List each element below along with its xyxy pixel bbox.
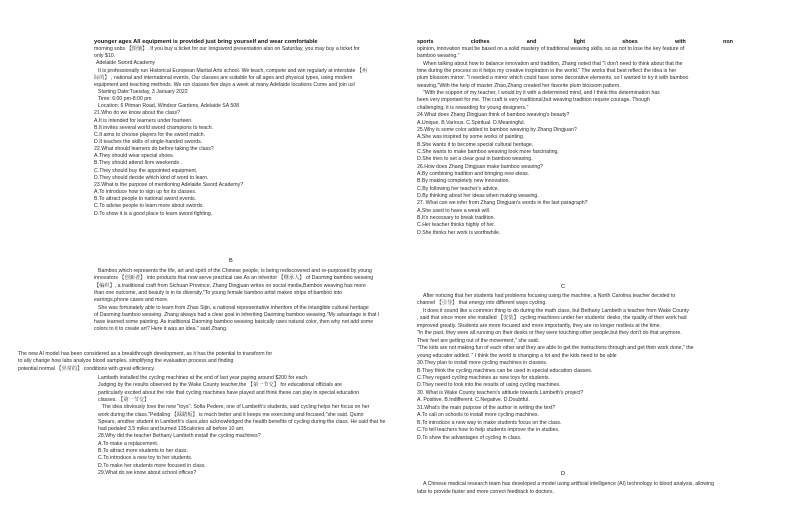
- text-line: Bamboo,which represents the life, art and spirit of the Chinese people, is being rediscovered and re-purposed by young: [98, 268, 372, 274]
- text-line: Their feet are getting out of the movement," she said.: [417, 337, 540, 344]
- text-line: After noticing that her students had problems focusing using the machine, a North Carolina teacher decided to: [423, 293, 676, 299]
- text-line: 21.Who do we know about the class?: [94, 110, 180, 117]
- text-line: 28.Why did the teacher Bethany Lambeth install the cycling machines?: [98, 433, 261, 440]
- text-line: D.They need to look into the results of using cycling machines.: [417, 382, 561, 389]
- text-line: B.It invites several world sword champions to teach.: [94, 124, 214, 131]
- text-line: 30. What is Wake County teachers's attitude towards Lambeth's project?: [417, 389, 584, 396]
- header-word: clothes: [470, 39, 490, 45]
- text-line: Location: 6 Pitman Road, Windsor Gardens, Adelaide SA 508: [98, 103, 240, 110]
- text-line: C.It aims to choose players for the sword match.: [94, 131, 205, 138]
- text-line: D.To make her students more focused in class.: [98, 462, 206, 469]
- text-line: B.They think the cycling machines can be used in special education classes.: [417, 367, 593, 374]
- text-line: of Daoming bamboo weaving. Zhang always had a clear goal in inheriting Daoming bamboo weaving."My advantage is that I: [94, 311, 380, 318]
- text-line: to ally change how labs analyze blood samples, simplifying the evaluation process and finding: [18, 358, 234, 365]
- text-line: work during the class."Pedaling 【踩踏板】 is much better and it keeps me exercising and focused,"she said. Quinn: [98, 411, 364, 418]
- left-header: younger ages All equipment is provided just bring yourself and wear comfortable: [94, 39, 318, 45]
- text-line: A.She was inspired by some works of painting.: [417, 134, 525, 141]
- text-line: B.To attract more students to her class.: [98, 448, 188, 454]
- text-line: channel 【引导】 that energy into different ways cycling.: [417, 300, 547, 307]
- text-line: B.It's necessary to break tradition.: [417, 215, 495, 221]
- text-line: D.To show it is a good place to learn sword fighting.: [94, 210, 213, 217]
- text-line: "The kids are not making fun of each other and they are able to get the instructions through and get their work done," the: [417, 345, 694, 352]
- text-line: Lambeth installed the cycling machines at the end of last year paying around $200 for each.: [98, 375, 309, 381]
- text-line: "With the support of my teacher, I would try it with a determined mind, and I think this determination has: [423, 90, 660, 97]
- text-line: improved greatly. Students are more focused and more importantly, they are no longer restless at the time.: [417, 322, 662, 329]
- text-line: 24.What does Zhang Dingjuan think of bamboo weaving's beauty?: [417, 112, 570, 119]
- text-line: young educator added. " I think the world is changing a lot and the kids need to be able: [417, 352, 617, 359]
- text-line: B.She wants it to become special cultural heritage.: [417, 141, 534, 148]
- text-line: 【编织】, a traditional craft from Sichuan Province, Zhang Dingjuan writes on social media,Bamboo weaving has more: [94, 282, 366, 289]
- text-line: classes. 【第一节交】: [98, 396, 150, 403]
- text-line: Starting Date:Tuesday, 3 January 2022: [98, 88, 188, 95]
- text-line: 22.What should learners do before taking the class?: [94, 146, 214, 153]
- text-line: only $10.: [94, 53, 116, 60]
- text-line: Spears, another student in Lambeth's class,also acknowledged the health benefits of cycling during the class. He said that he: [98, 418, 386, 425]
- section-label-c: C: [561, 284, 566, 290]
- section-label-d: D: [561, 471, 566, 477]
- text-line: Judging by the results observed by the Wake County teacher,the 【第一节交】 for educational officials are: [98, 382, 342, 389]
- text-line: A.By combining tradition and bringing new ideas.: [417, 170, 530, 177]
- text-line: When talking about how to balance innovation and tradition, Zhang noted that "I don't need to think about that the: [423, 60, 683, 67]
- header-word: light: [573, 39, 585, 45]
- text-line: A.She used to have a weak will.: [417, 207, 491, 214]
- text-line: innovators 【创新者】 into products that now serve practical use.As an inheritor 【继承人】 of Daoming bamboo weaving: [94, 275, 374, 282]
- text-line: earrings,phone cases and more.: [94, 297, 169, 304]
- text-line: D.She tries to set a clear goal in bamboo weaving.: [417, 156, 533, 163]
- text-line: , said that since more she installed 【安装】 cycling machines under her students’ desks, the quality of their work had: [417, 315, 687, 322]
- text-line: C.She wants to make bamboo weaving look more fascinating.: [417, 148, 559, 155]
- text-line: C.They should buy the appointed equipment.: [94, 167, 198, 174]
- text-line: morning sobs 【烦恼】. If you buy a ticket for our longsword presentation also on Saturday, you may buy a ticket for: [94, 46, 360, 52]
- text-line: opinion, innovation must be based on a solid mastery of traditional weaving skills, so as not to lose the key feature of: [417, 46, 685, 52]
- text-line: C.Her teacher thinks highly of her.: [417, 222, 496, 229]
- text-line: potential normal 【异常的】 conditions with great efficiency.: [18, 365, 156, 372]
- text-line: A.To make a replacement.: [98, 440, 159, 447]
- text-line: C.To advise people to learn more about swords.: [94, 203, 204, 210]
- text-line: time during the process so it helps my creative inspiration in the world." The works that best reflect the idea is her: [417, 68, 677, 74]
- text-line: colors to it to create art? Here it was an idea." said Zhang.: [94, 326, 228, 333]
- text-line: particularly excited about the role that cycling machines have played and think these can play in special education: [98, 389, 359, 396]
- text-line: than one outcome, and beauty is in its diversity."To young female bamboo artist makes strips of bamboo into: [94, 289, 342, 296]
- text-line: 23.What is the purpose of mentioning Adelaide Sword Academy?: [94, 181, 244, 188]
- text-line: D.She thinks her work is worthwhile.: [417, 229, 501, 236]
- header-word: non: [723, 39, 733, 45]
- text-line: 27. What can we infer from Zhang Dingjuan's words in the last paragraph?: [417, 200, 588, 207]
- text-line: had pedaled 3.5 miles and burned 135calories all before 10 am.: [98, 426, 245, 433]
- text-line: weaving."With the help of master Zhao,Zhang created her favorite plum blossom pattern.: [417, 82, 621, 89]
- section-label-b: B: [229, 258, 233, 264]
- text-line: B.To attract people to national sword events.: [94, 196, 197, 203]
- text-line: A.To introduce how to sign up for its classes.: [94, 189, 197, 195]
- text-line: The idea obviously love the new "toys". Sofia Pedere, one of Lambeth's students, said cycling helps her focus on her: [102, 404, 370, 411]
- text-line: D.They should decide which kind of word to learn.: [94, 174, 209, 181]
- text-line: A.To call on schools to install more cycling machines.: [417, 412, 539, 419]
- text-line: B.By making completely new innovation.: [417, 178, 510, 185]
- text-line: C.To introduce a new toy to her students.: [98, 455, 193, 462]
- text-line: It does it sound like a common thing to do during the math class, but Bethany Lambeth a teacher from Wake County: [423, 307, 689, 314]
- text-line: 25.Why is some color added to bamboo weaving by Zhang Dingjuan?: [417, 126, 577, 133]
- right-header: [417, 39, 733, 45]
- text-line: 31.What's the main purpose of the author in writing the text?: [417, 404, 556, 411]
- text-line: A Chinese medical research team has developed a model using artificial intelligence (AI) technology to blood analysis, allowing: [423, 481, 714, 487]
- text-line: A.They should wear special shoes.: [94, 153, 175, 160]
- header-word: shoes: [622, 39, 638, 45]
- header-word: and: [526, 39, 537, 45]
- text-line: Time: 6:00 pm-8:00 pm: [98, 96, 152, 103]
- text-line: have learned some painting. As traditional Daoming bamboo weaving basically uses natural color, then why not add some: [94, 319, 374, 326]
- header-word: with: [675, 39, 686, 45]
- text-line: Adelaide Sword Academy: [96, 60, 156, 67]
- text-line: labs to provide faster and more correct feedback to doctors.: [417, 488, 554, 495]
- text-line: She was fortunately able to learn from Zhao Sijin, a national representative inheritors of the intangible cultural heritage: [98, 304, 369, 311]
- text-line: A. Positive. B.Indifferent. C.Negative. D.Doubtful.: [417, 397, 530, 404]
- text-line: C.By following her teacher's advice.: [417, 185, 500, 192]
- text-line: "In the past, they were all running on their desks or they were touching other people,but they don't do that anymore.: [417, 330, 682, 337]
- text-line: D.To show the advantages of cycling in class.: [417, 434, 522, 441]
- text-line: plum blossom mirror. "I needed a mirror which could have some decorative elements, so I wanted to try it with bamboo: [417, 75, 689, 82]
- text-line: been very important for me. The craft is very traditional,but weaving tradition require courage. Though: [417, 97, 650, 104]
- text-line: equipment and teaching methods. We run classes five days a week at many Adelaide locations Come and join us!: [94, 81, 356, 88]
- text-line: 际的】 , national and international events. Our classes are suitable for all ages and physical types, using modern: [94, 74, 353, 81]
- text-line: D.It teaches the skills of single-handed swords.: [94, 138, 203, 145]
- text-line: challenging, it is rewarding for young designers.": [417, 104, 529, 111]
- text-line: The new AI model has been considered as a breakthrough development, as it has the potential to transform for: [18, 351, 273, 357]
- text-line: It is professionally run Historical European Martial Arts school. We teach, compete and win regularly at interstate 【州: [98, 67, 368, 74]
- header-word: sports: [417, 39, 434, 45]
- text-line: 29.What do we know about school offices?: [98, 469, 197, 476]
- text-line: 26.How does Zhang Dingjuan make bamboo weaving?: [417, 163, 544, 170]
- text-line: B.To introduce a new way to make students focus on the class.: [417, 419, 562, 426]
- text-line: C.They regard cycling machines as new toys for students.: [417, 374, 550, 381]
- text-line: B.They should attend Ilom weekends .: [94, 160, 182, 167]
- text-line: bamboo weaving.": [417, 53, 460, 60]
- text-line: A.It is intended for learners under fourteen.: [94, 117, 193, 124]
- text-line: D.By thinking about her ideas when making weaving.: [417, 193, 539, 199]
- text-line: 30.They plan to install more cycling machines in classes.: [417, 360, 548, 367]
- text-line: C.To tell teachers how to help students improve the in studies.: [417, 427, 560, 434]
- text-line: A.Unique. B.Various. C.Spiritual. D.Meaningful.: [417, 119, 526, 126]
